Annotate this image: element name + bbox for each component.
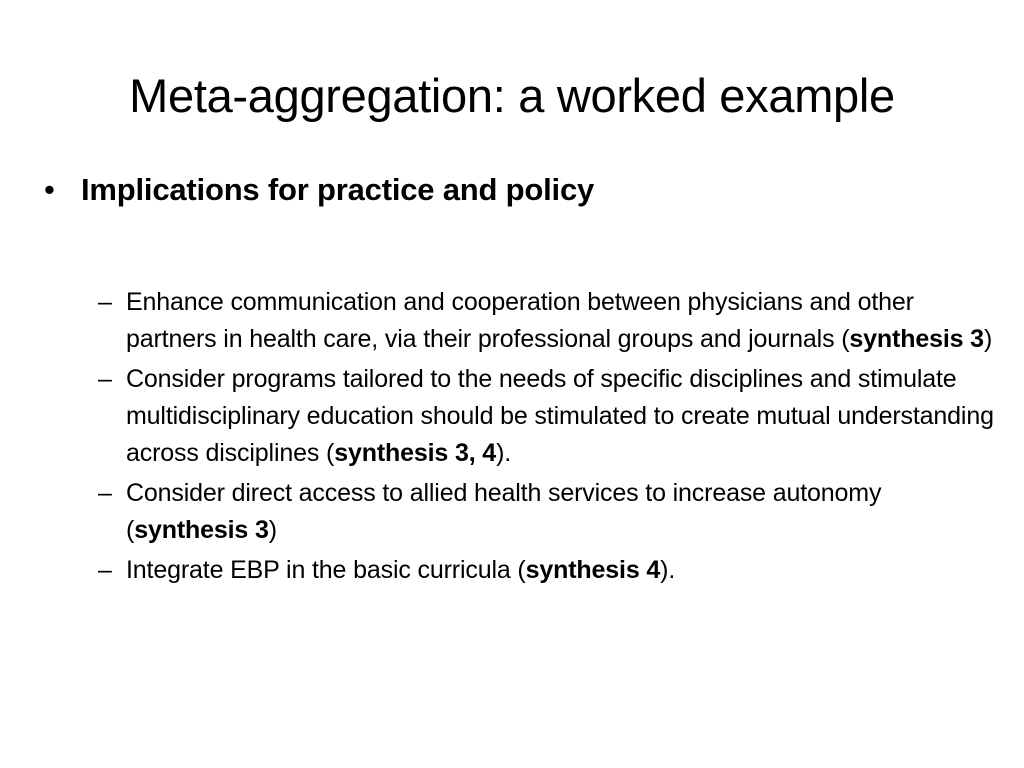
item-text-end: ) (983, 325, 993, 353)
dash-marker: – (98, 556, 112, 584)
sub-bullet-text (126, 475, 996, 549)
sub-bullet-text (126, 361, 996, 472)
item-text: Integrate EBP in the basic curricula ( (126, 556, 526, 584)
item-text: Enhance communication and cooperation between physicians and other partners in health care, via their professional groups and journals ( (126, 288, 914, 353)
bullet-marker: • (44, 172, 55, 207)
synthesis-reference: synthesis 3 (849, 325, 984, 353)
item-text: Consider direct access to allied health services to increase autonomy ( (126, 479, 882, 544)
dash-marker: – (98, 479, 112, 507)
sub-bullet-text (126, 284, 996, 358)
sub-bullet-item (98, 552, 998, 589)
main-bullet (44, 168, 994, 212)
sub-bullet-item (98, 284, 998, 358)
item-text-end: ) (268, 516, 277, 544)
sub-bullet-item (98, 475, 998, 549)
synthesis-reference: synthesis 4 (525, 556, 661, 584)
synthesis-reference: synthesis 3, 4 (334, 439, 497, 467)
item-text-end: ). (496, 439, 512, 467)
dash-marker: – (98, 288, 112, 316)
dash-marker: – (98, 365, 112, 393)
slide-title: Meta-aggregation: a worked example (129, 69, 895, 122)
bullet-heading: Implications for practice and policy (81, 172, 595, 207)
item-text: Consider programs tailored to the needs of specific disciplines and stimulate multidisciplinary education should be stimulated to create mutual understanding across disciplines ( (126, 365, 994, 467)
sub-bullet-item (98, 361, 998, 472)
sub-bullet-text (126, 552, 996, 589)
item-text-end: ). (660, 556, 676, 584)
synthesis-reference: synthesis 3 (134, 516, 269, 544)
sub-bullet-list (98, 284, 998, 592)
